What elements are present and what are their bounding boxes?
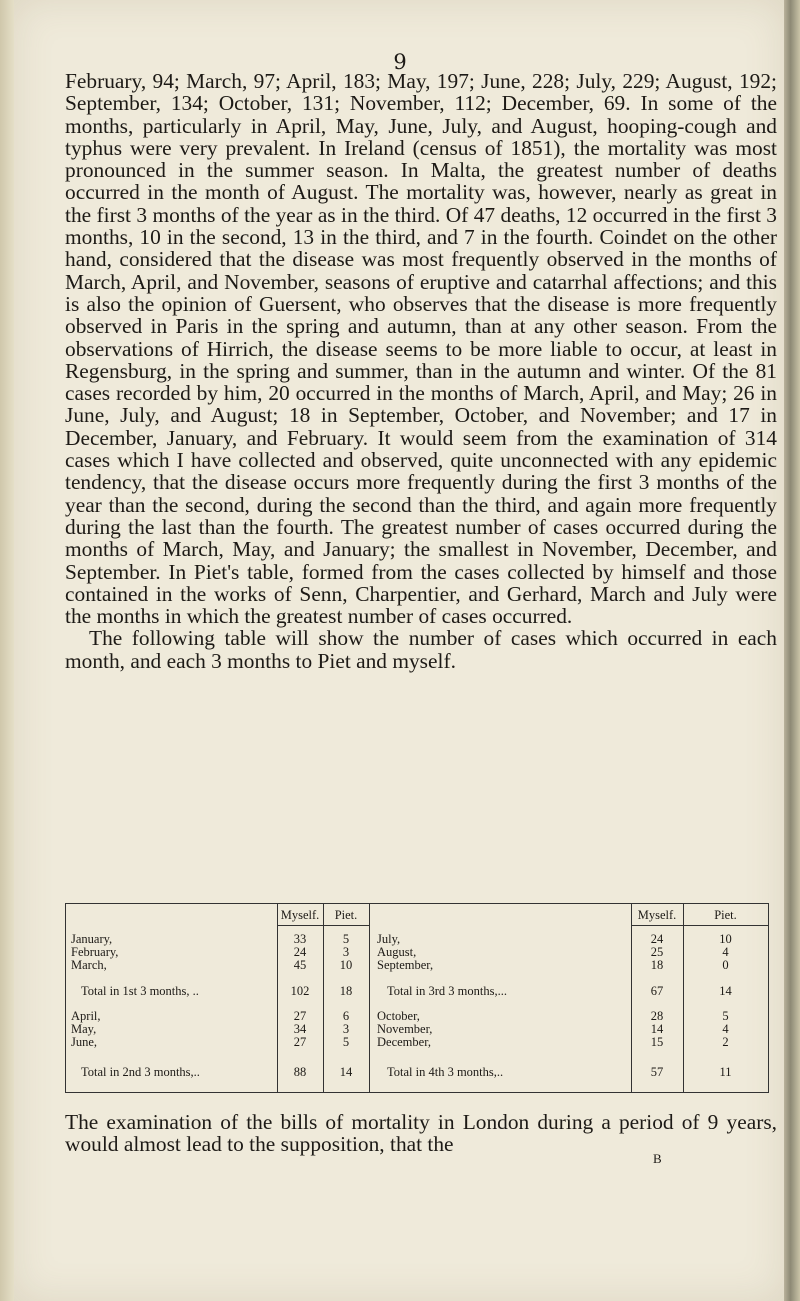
continuation-paragraph: The examination of the bills of mortality in London during a period of 9 years, would almost lead to the supposition, that the (65, 1110, 777, 1157)
cell-piet: 0 (722, 958, 729, 972)
cell-piet: 10 (719, 932, 732, 946)
col-header-myself: Myself. (637, 908, 677, 922)
cell-myself: 27 (293, 1009, 307, 1023)
row-label: March, (71, 958, 107, 972)
cell-piet: 18 (339, 984, 353, 998)
cell-piet: 4 (722, 1022, 729, 1036)
cell-piet: 4 (722, 945, 729, 959)
table-rule (631, 903, 632, 1093)
cell-piet: 14 (339, 1065, 353, 1079)
page-left-edge (0, 0, 14, 1301)
total-row-label: Total in 4th 3 months,.. (387, 1065, 504, 1079)
row-label: October, (377, 1009, 420, 1023)
cell-myself: 28 (650, 1009, 664, 1023)
cell-myself: 67 (650, 984, 664, 998)
row-label: January, (71, 932, 113, 946)
page-right-edge (784, 0, 800, 1301)
col-header-piet: Piet. (334, 908, 358, 922)
table-rule (369, 903, 370, 1093)
cell-myself: 25 (650, 945, 664, 959)
table-rule (65, 903, 66, 1093)
total-row-label: Total in 2nd 3 months,.. (81, 1065, 200, 1079)
col-header-piet: Piet. (714, 908, 737, 922)
table-rule (277, 925, 369, 926)
cell-myself: 33 (293, 932, 307, 946)
table-rule (683, 903, 684, 1093)
row-label: May, (71, 1022, 97, 1036)
cell-myself: 34 (293, 1022, 307, 1036)
cell-myself: 102 (290, 984, 310, 998)
paragraph-2: The following table will show the number of cases which occurred in each month, and each 3 months to Piet and myself. (65, 626, 777, 673)
cell-piet: 5 (342, 932, 350, 946)
main-text (65, 70, 777, 672)
table-rule (277, 903, 278, 1093)
row-label: September, (377, 958, 434, 972)
cell-piet: 6 (342, 1009, 350, 1023)
cell-myself: 27 (293, 1035, 307, 1049)
cell-myself: 15 (650, 1035, 664, 1049)
cell-piet: 5 (722, 1009, 729, 1023)
table-rule (65, 903, 769, 904)
row-label: April, (71, 1009, 101, 1023)
cell-piet: 11 (719, 1065, 732, 1079)
paragraph-1: February, 94; March, 97; April, 183; May, 197; June, 228; July, 229; August, 192; September, 134; October, 131; November, 112; December, 69. In some of the months, particularly in April, May, June, July, and August, hooping-cough and typhus were very prevalent. In Ireland (census of 1851), the mortality was most pronounced in the summer season. In Malta, the greatest number of deaths occurred in the month of August. The mortality was, however, nearly as great in the first 3 months of the year as in the third. Of 47 deaths, 12 occurred in the first 3 months, 10 in the second, 13 in the third, and 7 in the fourth. Coindet on the other hand, considered that the disease was most frequently observed in the months of March, April, and November, seasons of eruptive and catarrhal affections; and this is also the opinion of Guersent, who observes that the disease is more frequently observed in Paris in the spring and autumn, than at any other season. From the observations of Hirrich, the disease seems to be more liable to occur, at least in Regensburg, in the spring and summer, than in the autumn and winter. Of the 81 cases recorded by him, 20 occurred in the months of March, April, and May; 26 in June, July, and August; 18 in September, October, and November; and 17 in December, January, and February. It would seem from the examination of 314 cases which I have collected and observed, quite unconnected with any epidemic tendency, that the disease occurs more frequently during the first 3 months of the year than the second, during the second than the third, and again more frequently during the last than the fourth. The greatest number of cases occurred during the months of March, May, and January; the smallest in November, December, and September. In Piet's table, formed from the cases collected by himself and those contained in the works of Senn, Charpentier, and Gerhard, March and July were the months in which the greatest number of cases occurred. (65, 69, 777, 629)
row-label: February, (71, 945, 119, 959)
total-row-label: Total in 3rd 3 months,... (387, 984, 507, 998)
cell-piet: 10 (339, 958, 353, 972)
row-label: December, (377, 1035, 431, 1049)
cell-myself: 24 (650, 932, 664, 946)
cell-myself: 18 (650, 958, 664, 972)
table-rule (323, 903, 324, 1093)
page-number: 9 (393, 50, 407, 74)
table-rule (631, 925, 769, 926)
cell-piet: 3 (342, 945, 350, 959)
total-row-label: Total in 1st 3 months, .. (81, 984, 199, 998)
row-label: November, (377, 1022, 433, 1036)
cell-piet: 14 (719, 984, 732, 998)
cell-piet: 5 (342, 1035, 350, 1049)
monthly-cases-table (65, 903, 769, 1093)
row-label: July, (377, 932, 401, 946)
cell-myself: 45 (293, 958, 307, 972)
col-header-myself: Myself. (280, 908, 320, 922)
table-rule (65, 1092, 769, 1093)
signature-mark: B (653, 1151, 662, 1166)
table-rule (768, 903, 769, 1093)
row-label: June, (71, 1035, 98, 1049)
row-label: August, (377, 945, 417, 959)
cell-myself: 88 (293, 1065, 307, 1079)
cell-myself: 24 (293, 945, 307, 959)
cell-myself: 14 (650, 1022, 664, 1036)
cell-piet: 3 (342, 1022, 350, 1036)
cell-piet: 2 (722, 1035, 729, 1049)
cell-myself: 57 (650, 1065, 664, 1079)
